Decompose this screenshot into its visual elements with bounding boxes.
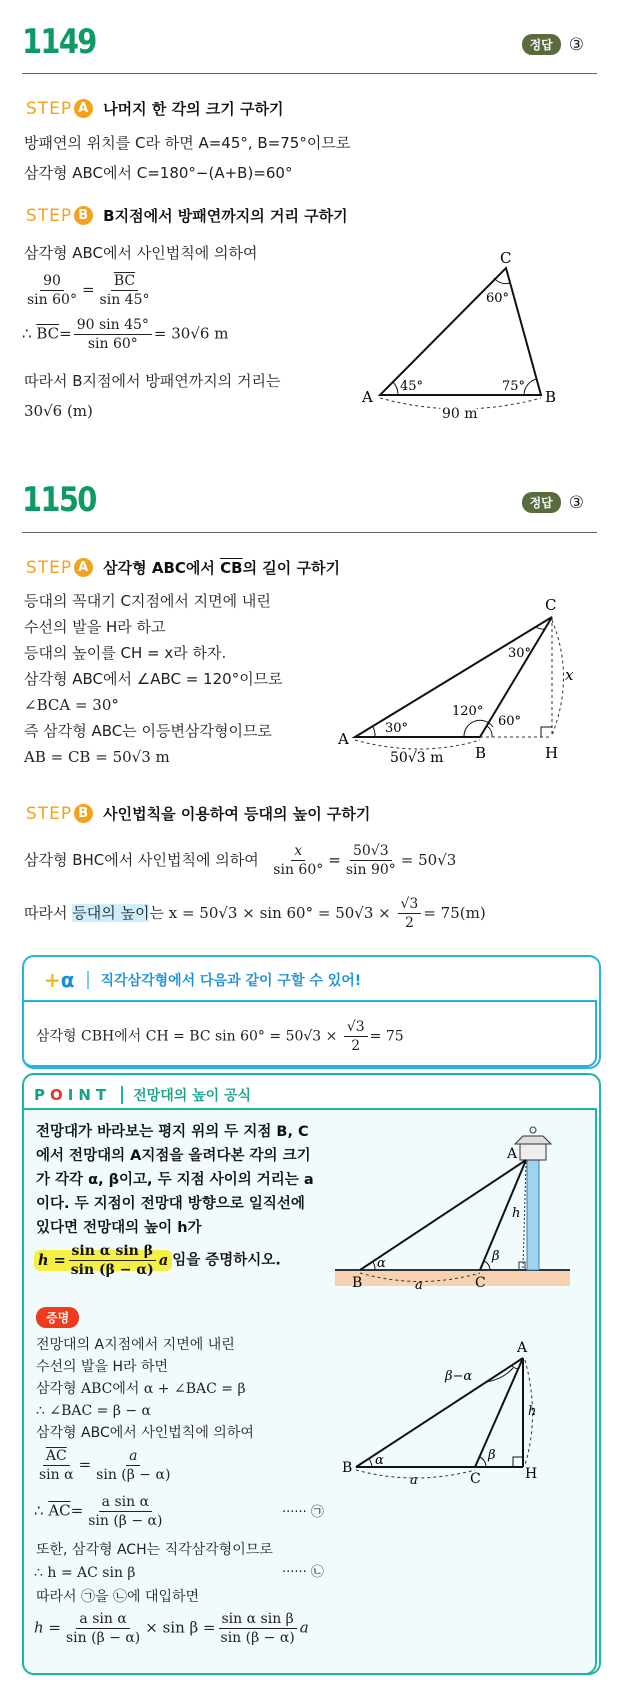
alpha-box-header [44,968,361,992]
svg-text:B: B [475,744,487,762]
svg-text:60°: 60° [498,714,522,729]
point-box-header [34,1085,251,1105]
proof-eq-2: ∴ h = AC sin β [34,1565,136,1581]
svg-text:H: H [545,744,559,762]
answer-badge: 정답 [522,34,561,55]
svg-text:90 m: 90 m [442,406,478,422]
text-line: 등대의 높이를 CH = x라 하자. [24,644,227,662]
problem-line: 전망대가 바라보는 평지 위의 두 지점 B, C [36,1124,309,1140]
svg-text:30°: 30° [508,646,532,661]
text-line: 따라서 B지점에서 방패연까지의 거리는 [24,372,281,390]
text-line: 방패연의 위치를 C라 하면 A=45°, B=75°이므로 [24,134,351,152]
svg-text:B: B [545,388,557,406]
step-title: B지점에서 방패연까지의 거리 구하기 [103,207,348,225]
bc-equation: ∴ $\overline{BC}=$ $\frac{90 \sin 45^\circ}{\sin 60^\circ}$ = 30√6 m [22,317,229,352]
step-b-heading-1150 [26,803,370,824]
svg-text:A: A [517,1340,528,1356]
svg-text:a: a [410,1473,418,1488]
step-a-heading-1149 [26,98,283,119]
height-result: 따라서 등대의 높이는 x = 50√3 × sin 60° = 50√3 × $\frac{√3}{2}$ = 75(m) [24,896,486,931]
proof-line: 전망대의 A지점에서 지면에 내린 [36,1337,235,1353]
svg-text:a: a [415,1278,423,1293]
step-tag: STEP B [26,206,93,226]
alpha-box-title: 직각삼각형에서 다음과 같이 구할 수 있어! [100,973,362,989]
svg-text:h: h [512,1206,521,1221]
answer-badge: 정답 [522,492,561,513]
step-a-heading-1150 [26,557,340,578]
step-tag: STEP A [26,99,93,119]
svg-text:H: H [525,1466,538,1482]
svg-text:β−α: β−α [445,1369,473,1384]
svg-text:B: B [352,1275,363,1291]
proof-line: 수선의 발을 H라 하면 [36,1359,169,1375]
svg-text:30°: 30° [385,721,409,736]
point-box-title: 전망대의 높이 공식 [133,1088,252,1104]
svg-text:A: A [338,730,349,748]
answer-value: ③ [568,34,584,55]
text-line: 삼각형 ABC에서 C=180°−(A+B)=60° [24,164,293,182]
text-line: 즉 삼각형 ABC는 이등변삼각형이므로 [24,722,272,740]
proof-badge: 증명 [36,1307,79,1328]
svg-text:C: C [475,1275,486,1291]
svg-text:A: A [507,1146,518,1162]
step-title: 나머지 한 각의 크기 구하기 [103,100,284,118]
step-title: 삼각형 ABC에서 $\overline{CB}$의 길이 구하기 [103,559,340,577]
text-line: 수선의 발을 H라 하고 [24,618,166,636]
lighthouse-triangle-figure [330,590,610,780]
highlight: 등대의 높이 [72,904,150,922]
svg-text:C: C [500,249,512,267]
svg-text:β: β [492,1249,500,1264]
problem-line: 이다. 두 지점이 전망대 방향으로 일직선에 [36,1196,305,1212]
svg-text:45°: 45° [400,379,424,394]
svg-text:50√3 m: 50√3 m [390,750,444,766]
step-tag: STEP A [26,558,93,578]
separator [121,1086,123,1104]
sine-law-equation: $\frac{90}{\sin 60^\circ}$ = $\frac{\overline{BC}}{\sin 45^\circ}$ [27,273,150,308]
step-b-heading-1149 [26,205,348,226]
text-line: AB = CB = 50√3 m [24,748,170,766]
triangle-figure-1149 [340,240,580,440]
proof-line: 삼각형 ABC에서 α + ∠BAC = β [36,1381,246,1397]
text-line: 삼각형 ABC에서 ∠ABC = 120°이므로 [24,670,283,688]
alpha-box-equation: 삼각형 CBH에서 CH = BC sin 60° = 50√3 × $\frac{√3}{2}$ = 75 [36,1019,404,1054]
svg-text:h: h [528,1404,537,1419]
text-line: ∠BCA = 30° [24,696,119,714]
problem-line: 가 각각 α, β이고, 두 지점 사이의 거리는 a [36,1172,314,1188]
plus-alpha-icon: +α [44,968,75,992]
svg-text:C: C [545,596,557,614]
text-line: 등대의 꼭대기 C지점에서 지면에 내린 [24,592,271,610]
proof-line: 따라서 ㉠을 ㉡에 대입하면 [36,1589,200,1605]
answer-1150 [522,492,584,513]
step-title: 사인법칙을 이용하여 등대의 높이 구하기 [103,805,371,823]
formula-statement: h = $\frac{\text{sin α sin β}}{\sin (\beta - \alpha)}$ a 임을 증명하시오. [34,1242,281,1279]
text-line: 삼각형 ABC에서 사인법칙에 의하여 [24,244,258,262]
svg-text:B: B [342,1460,353,1476]
divider [22,532,597,533]
proof-line: 또한, 삼각형 ACH는 직각삼각형이므로 [36,1542,273,1558]
proof-triangle-figure [330,1330,600,1510]
proof-sine-law: $\frac{\overline{AC}}{\text{sin α}}$ = $\frac{a}{\sin (\beta - \alpha)}$ [39,1448,171,1483]
proof-line: ∴ ∠BAC = β − α [36,1403,152,1419]
marker-1: ······ ㉠ [282,1505,324,1520]
answer-value: ③ [568,492,584,513]
divider [22,73,597,74]
svg-text:60°: 60° [486,291,510,306]
svg-text:α: α [375,1453,384,1468]
proof-eq-1: ∴ $\overline{AC}=$ $\frac{\text{a sin α}}{\sin (\beta - \alpha)}$ [34,1494,163,1529]
highlighted-formula: h = $\frac{\text{sin α sin β}}{\sin (\beta - \alpha)}$ a [34,1250,172,1271]
proof-final-equation: h = $\frac{\text{a sin α}}{\sin (\beta - \alpha)}$ × sin β = $\frac{\text{sin α sin β}}{\sin (\beta - \alpha)}$ a [34,1611,309,1646]
marker-2: ······ ㉡ [282,1565,324,1580]
proof-line: 삼각형 ABC에서 사인법칙에 의하여 [36,1425,254,1441]
answer-1149 [522,34,584,55]
problem-line: 있다면 전망대의 높이 h가 [36,1220,202,1236]
svg-text:α: α [377,1256,386,1271]
svg-text:75°: 75° [502,379,526,394]
step-tag: STEP B [26,804,93,824]
svg-text:C: C [470,1471,481,1487]
problem-number-1149: 1149 [22,22,96,62]
sine-law-bhc: 삼각형 BHC에서 사인법칙에 의하여 $\frac{x}{\sin 60^\circ}$ = $\frac{50√3}{\sin 90^\circ}$ = 50√3 [24,843,457,878]
observation-tower-figure [335,1122,585,1312]
svg-text:x: x [565,666,574,684]
svg-text:120°: 120° [452,704,484,719]
svg-text:β: β [488,1448,496,1463]
result: 30√6 (m) [24,402,93,420]
point-tag: POINT [34,1086,112,1104]
problem-line: 에서 전망대의 A지점을 올려다본 각의 크기 [36,1148,311,1164]
separator [87,971,89,989]
problem-number-1150: 1150 [22,480,96,520]
svg-text:A: A [362,388,373,406]
